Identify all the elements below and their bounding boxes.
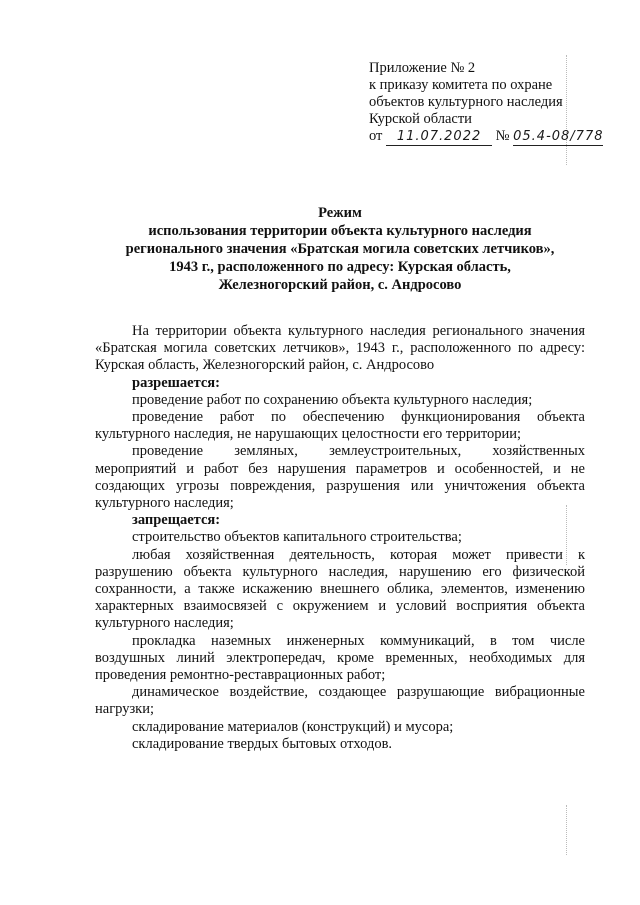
title-line: регионального значения «Братская могила советских летчиков»,	[125, 241, 555, 257]
forbidden-heading: запрещается:	[132, 512, 221, 529]
intro-paragraph: На территории объекта культурного наследия регионального значения «Братская могила советских летчиков», 1943 г., расположенного по адресу: Курская область, Железногорский район, с. Андросово	[95, 323, 585, 374]
handwritten-date: 11.07.2022	[386, 128, 492, 146]
appendix-block	[369, 60, 619, 146]
from-label: от	[369, 128, 383, 144]
title-line: Железногорский район, с. Андросово	[218, 277, 462, 293]
title-line: 1943 г., расположенного по адресу: Курская область,	[169, 259, 511, 275]
allowed-item: проведение земляных, землеустроительных, хозяйственных мероприятий и работ без нарушения параметров и особенностей, и не создающих угрозы повреждения, разрушения или уничтожения объекта культурного наследия;	[95, 443, 585, 512]
forbidden-item: любая хозяйственная деятельность, которая может привести к разрушению объекта культурного наследия, нарушению его физической сохранности, а также искажению внешнего облика, элементов, изменению характерных взаимосвязей с окружением и условий восприятия объекта культурного наследия;	[95, 546, 585, 632]
appendix-region: Курской области	[369, 111, 472, 127]
appendix-number: Приложение № 2	[369, 60, 476, 76]
number-label: №	[495, 128, 510, 144]
forbidden-item: складирование твердых бытовых отходов.	[132, 735, 393, 752]
title-line: Режим	[318, 205, 362, 221]
appendix-committee: объектов культурного наследия	[369, 94, 563, 110]
allowed-item: проведение работ по сохранению объекта культурного наследия;	[132, 391, 533, 408]
forbidden-item: динамическое воздействие, создающее разрушающие вибрационные нагрузки;	[95, 684, 585, 718]
handwritten-number: 05.4-08/778	[513, 129, 604, 144]
order-date-number	[369, 128, 619, 146]
forbidden-item: строительство объектов капитального строительства;	[132, 529, 462, 546]
allowed-item: проведение работ по обеспечению функционирования объекта культурного наследия, не нарушающих целостности его территории;	[95, 409, 585, 443]
document-title	[100, 204, 580, 294]
allowed-heading: разрешается:	[132, 374, 220, 391]
forbidden-item: складирование материалов (конструкций) и мусора;	[132, 718, 454, 735]
appendix-order-ref: к приказу комитета по охране	[369, 77, 553, 93]
scan-dot-artifact	[566, 805, 569, 855]
document-body	[95, 323, 585, 753]
forbidden-item: прокладка наземных инженерных коммуникаций, в том числе воздушных линий электропередач, кроме временных, необходимых для проведения ремонтно-реставрационных работ;	[95, 632, 585, 684]
title-line: использования территории объекта культурного наследия	[148, 223, 532, 239]
